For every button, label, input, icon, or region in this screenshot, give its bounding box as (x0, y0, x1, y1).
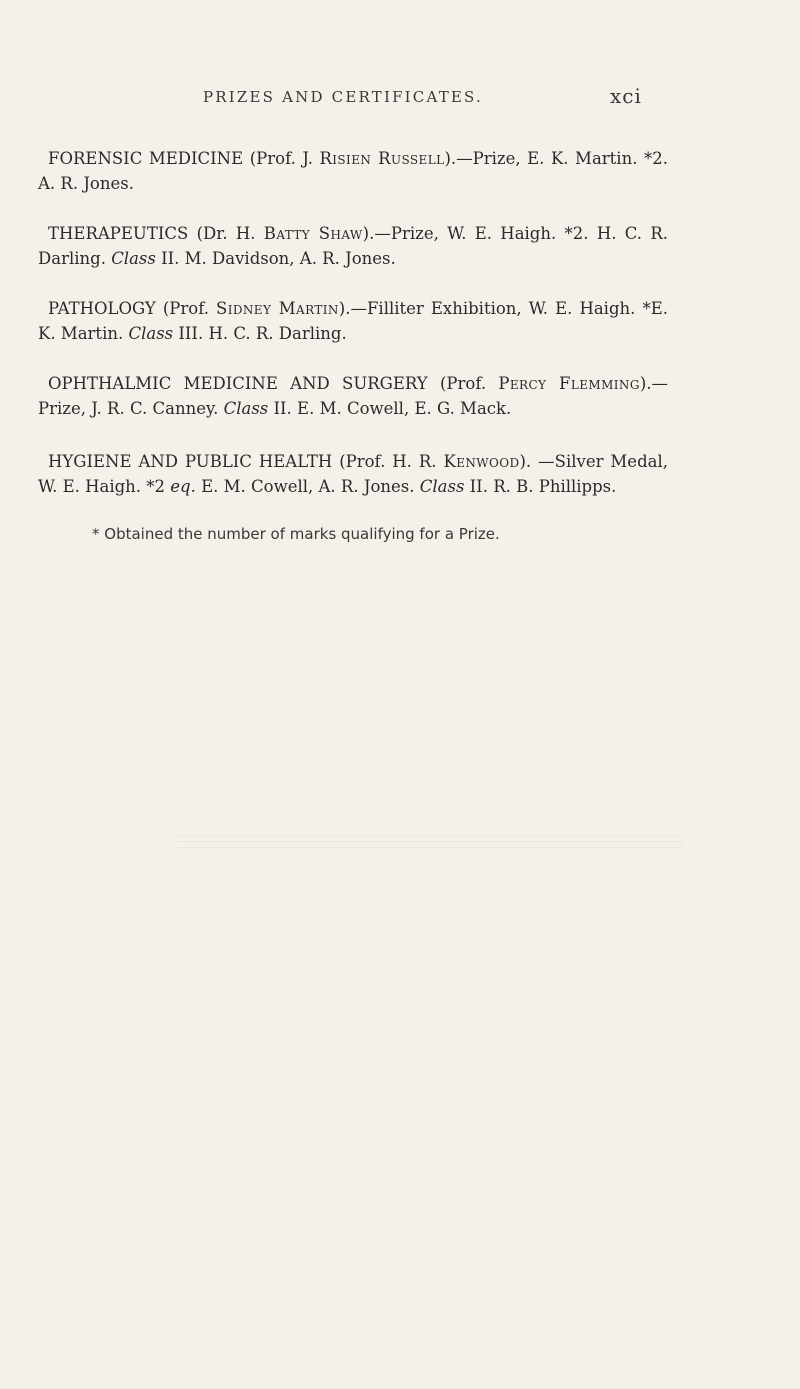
professor-prefix: (Prof. (439, 374, 499, 393)
professor-name: Batty Shaw (263, 224, 363, 243)
professor-suffix: ). (519, 452, 532, 471)
section-title: FORENSIC MEDICINE (48, 149, 244, 168)
section-title: THERAPEUTICS (48, 224, 189, 243)
award-text: —Prize, J. R. C. Canney. (38, 374, 668, 418)
award-text: —Filliter Exhibition, W. E. Haigh. *E. K. Martin. (38, 299, 668, 343)
professor-name: Risien Russell (319, 149, 445, 168)
professor-prefix: (Prof. J. (249, 149, 320, 168)
professor-suffix: ). (639, 374, 652, 393)
page-number: xci (610, 84, 642, 108)
class-label: Class (419, 477, 465, 496)
section-paragraph (38, 449, 668, 499)
professor-name: Sidney Martin (216, 299, 339, 318)
professor-prefix: (Prof. H. R. (339, 452, 444, 471)
section-paragraph (38, 221, 668, 271)
footnote: * Obtained the number of marks qualifying for a Prize. (92, 525, 500, 543)
award-text: —Silver Medal, W. E. Haigh. *2 (38, 452, 668, 496)
faint-rule (178, 841, 683, 842)
section-hygiene (38, 449, 668, 499)
professor-prefix: (Dr. H. (196, 224, 264, 243)
class-label: Class (223, 399, 269, 418)
section-forensic-medicine (38, 146, 668, 196)
section-pathology (38, 296, 668, 346)
award-text: II. M. Davidson, A. R. Jones. (155, 249, 396, 268)
award-text: II. R. B. Phillipps. (464, 477, 617, 496)
award-text: E. M. Cowell, A. R. Jones. (195, 477, 420, 496)
professor-suffix: ). (444, 149, 457, 168)
section-ophthalmic (38, 371, 668, 421)
professor-prefix: (Prof. (162, 299, 217, 318)
professor-name: Percy Flemming (498, 374, 640, 393)
professor-name: Kenwood (443, 452, 520, 471)
professor-suffix: ). (362, 224, 375, 243)
eq-label: eq. (170, 477, 196, 496)
award-text: III. H. C. R. Darling. (173, 324, 347, 343)
section-paragraph (38, 371, 668, 421)
section-therapeutics (38, 221, 668, 271)
section-paragraph (38, 146, 668, 196)
faint-rule (178, 847, 683, 848)
section-title: HYGIENE AND PUBLIC HEALTH (48, 452, 333, 471)
section-title: PATHOLOGY (48, 299, 156, 318)
faint-rule (178, 835, 683, 836)
section-paragraph (38, 296, 668, 346)
professor-suffix: ). (338, 299, 351, 318)
class-label: Class (111, 249, 156, 268)
class-label: Class (128, 324, 174, 343)
award-text: —Prize, W. E. Haigh. *2. H. C. R. Darling. (38, 224, 668, 268)
section-title: OPHTHALMIC MEDICINE AND SURGERY (48, 374, 428, 393)
award-text: II. E. M. Cowell, E. G. Mack. (268, 399, 512, 418)
award-text: —Prize, E. K. Martin. *2. A. R. Jones. (38, 149, 668, 193)
running-head: PRIZES AND CERTIFICATES. (203, 88, 483, 106)
